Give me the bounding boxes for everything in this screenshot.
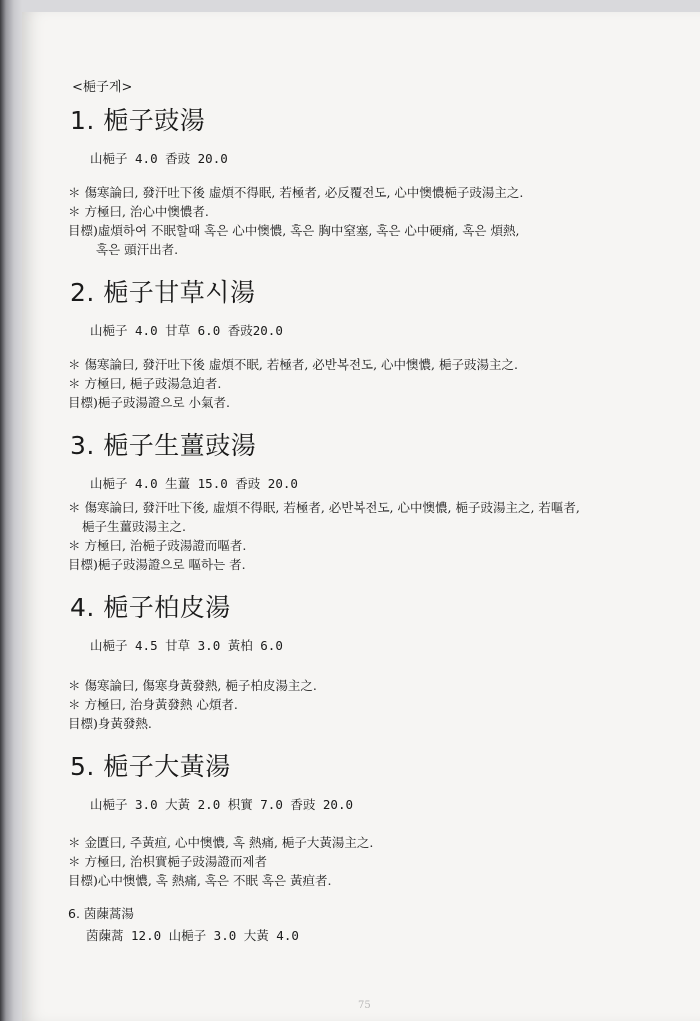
text-line: ＊ 傷寒論曰, 發汗吐下後 虛煩不得眠, 若極者, 必反覆전도, 心中懊憹梔子豉湯主之.: [68, 185, 524, 200]
section-5: [68, 747, 668, 890]
section-2: [68, 273, 668, 412]
text-line: 目標)梔子豉湯證으로 小氣者.: [68, 395, 230, 410]
section-title: 2. 梔子甘草시湯: [70, 278, 256, 307]
section-4: [68, 588, 668, 733]
text-line: 目標)梔子豉湯證으로 嘔하는 者.: [68, 557, 246, 572]
section-title: 3. 梔子生薑豉湯: [70, 431, 257, 460]
formula-line: 山梔子 4.0 甘草 6.0 香豉20.0: [90, 323, 283, 338]
page-content: [68, 76, 668, 958]
formula-line: 山梔子 4.0 香豉 20.0: [90, 151, 228, 166]
section-3: [68, 426, 668, 574]
section-1: [68, 101, 668, 259]
text-line: ＊ 傷寒論曰, 傷寒身黃發熱, 梔子柏皮湯主之.: [68, 678, 317, 693]
section-tag: <梔子게>: [72, 80, 133, 95]
formula-line: 山梔子 4.5 甘草 3.0 黃柏 6.0: [90, 638, 283, 653]
section-title: 6. 茵蔯蒿湯: [68, 906, 134, 921]
page-number: 75: [358, 1000, 371, 1011]
formula-line: 山梔子 4.0 生薑 15.0 香豉 20.0: [90, 476, 298, 491]
text-line: ＊ 方極曰, 梔子豉湯急迫者.: [68, 376, 222, 391]
text-line: ＊ 方極曰, 治枳實梔子豉湯證而제者: [68, 854, 267, 869]
text-line: 혹은 頭汗出者.: [96, 242, 179, 257]
text-line: ＊ 方極曰, 治心中懊憹者.: [68, 204, 209, 219]
text-line: ＊ 傷寒論曰, 發汗吐下後 虛煩不眠, 若極者, 必반복전도, 心中懊憹, 梔子豉湯主之.: [68, 357, 518, 372]
text-line: ＊ 傷寒論曰, 發汗吐下後, 虛煩不得眠, 若極者, 必반복전도, 心中懊憹, 梔子豉湯主之, 若嘔者,: [68, 500, 580, 515]
page-binding-shadow: [0, 0, 22, 1021]
text-line: ＊ 方極曰, 治身黃發熱 心煩者.: [68, 697, 238, 712]
text-line: ＊ 金匱曰, 주黃疸, 心中懊憹, 혹 熱痛, 梔子大黃湯主之.: [68, 835, 374, 850]
section-6: [68, 904, 668, 944]
formula-line: 茵蔯蒿 12.0 山梔子 3.0 大黃 4.0: [86, 928, 299, 943]
text-line: ＊ 方極曰, 治梔子豉湯證而嘔者.: [68, 538, 247, 553]
text-line: 目標)虛煩하여 不眠할때 혹은 心中懊憹, 혹은 胸中窒塞, 혹은 心中硬痛, 혹은 煩熱,: [68, 223, 520, 238]
document-page: [22, 12, 700, 1021]
section-title: 1. 梔子豉湯: [70, 106, 206, 135]
section-title: 5. 梔子大黃湯: [70, 752, 231, 781]
text-line: 目標)心中懊憹, 혹 熱痛, 혹은 不眠 혹은 黃疸者.: [68, 873, 332, 888]
text-line: 梔子生薑豉湯主之.: [82, 519, 186, 534]
formula-line: 山梔子 3.0 大黃 2.0 枳實 7.0 香豉 20.0: [90, 797, 354, 812]
section-title: 4. 梔子柏皮湯: [70, 593, 231, 622]
text-line: 目標)身黃發熱.: [68, 716, 152, 731]
